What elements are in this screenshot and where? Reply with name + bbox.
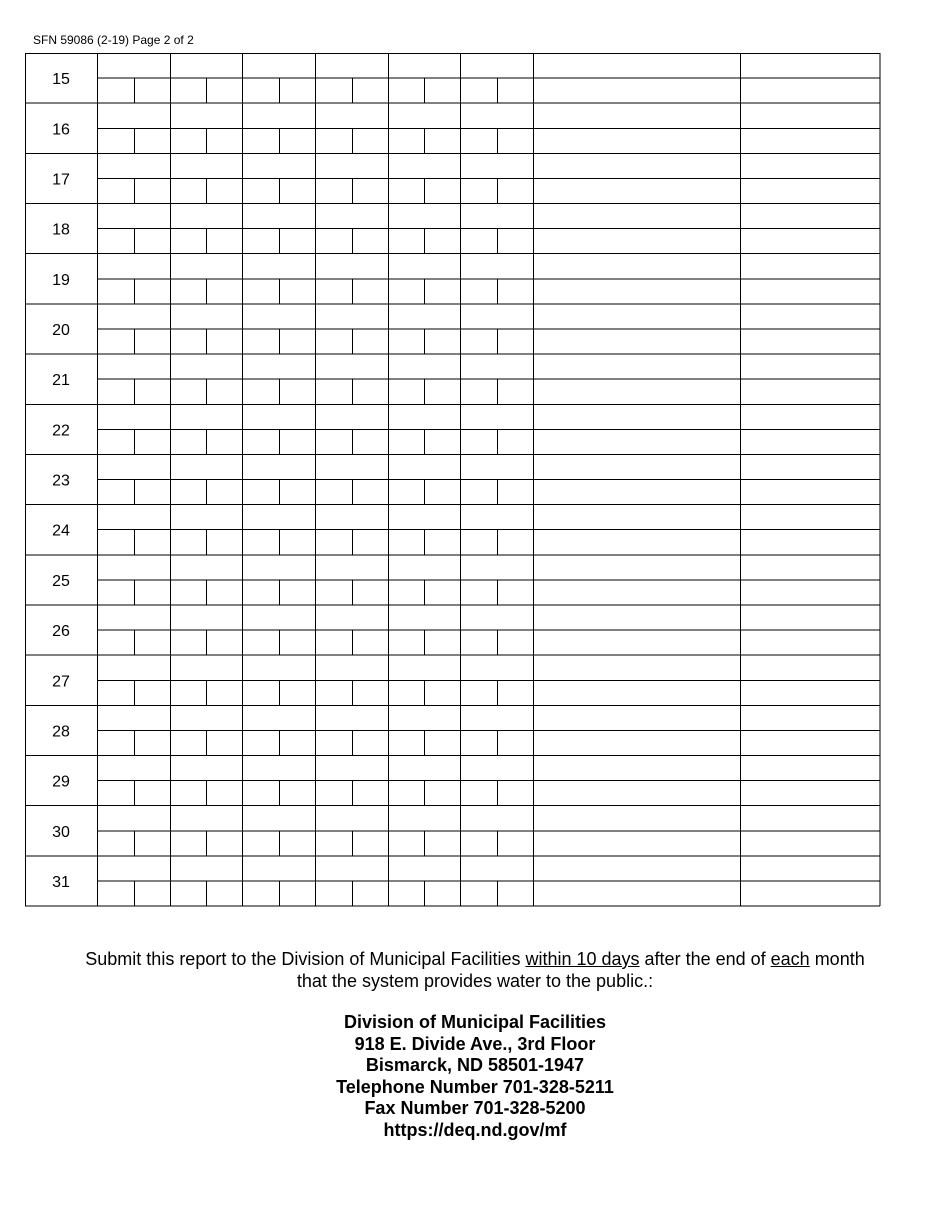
- day-label: 31: [52, 873, 70, 891]
- deadline-emphasis: within 10 days: [525, 949, 640, 969]
- address-telephone: Telephone Number 701-328-5211: [336, 1076, 614, 1097]
- each-emphasis: each: [770, 949, 810, 969]
- day-label: 22: [52, 422, 70, 440]
- day-label: 19: [52, 271, 70, 289]
- form-id: SFN 59086 (2-19) Page 2 of 2: [33, 33, 194, 47]
- day-label: 29: [52, 773, 70, 791]
- instructions-line-1: [0, 948, 950, 970]
- instructions-text-2: after the end of: [639, 949, 771, 969]
- day-label: 27: [52, 673, 70, 691]
- submission-instructions: [0, 948, 950, 992]
- day-label: 23: [52, 472, 70, 490]
- address-website: https://deq.nd.gov/mf: [383, 1119, 567, 1140]
- instructions-text-1: Submit this report to the Division of Municipal Facilities: [85, 949, 526, 969]
- address-fax: Fax Number 701-328-5200: [364, 1098, 586, 1119]
- day-label: 16: [52, 121, 70, 139]
- address-division: Division of Municipal Facilities: [343, 1012, 607, 1032]
- instructions-text-3: month: [809, 949, 865, 969]
- address-city: Bismarck, ND 58501-1947: [365, 1055, 585, 1076]
- day-label: 18: [52, 221, 70, 239]
- day-label: 15: [52, 71, 70, 89]
- instructions-line-2: that the system provides water to the public.:: [296, 971, 654, 991]
- day-label: 24: [52, 522, 70, 540]
- address-street: 918 E. Divide Ave., 3rd Floor: [354, 1033, 596, 1054]
- day-label: 26: [52, 623, 70, 641]
- mailing-address: [0, 1012, 950, 1142]
- day-label: 21: [52, 372, 70, 390]
- day-label: 25: [52, 572, 70, 590]
- day-label: 17: [52, 171, 70, 189]
- day-label: 28: [52, 723, 70, 741]
- day-label: 20: [52, 321, 70, 339]
- day-label: 30: [52, 823, 70, 841]
